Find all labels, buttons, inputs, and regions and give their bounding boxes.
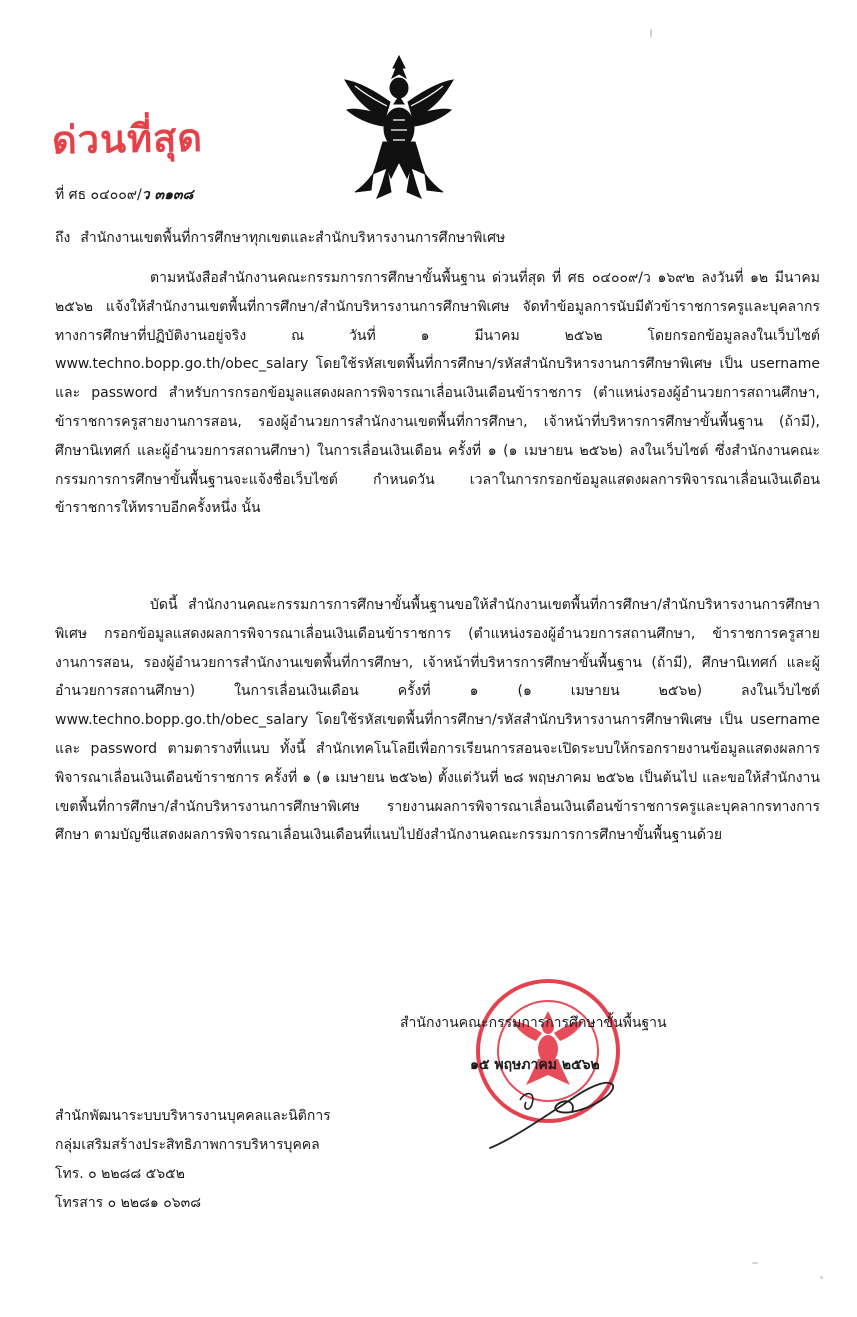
garuda-emblem-icon xyxy=(343,50,455,200)
recipient-line xyxy=(55,228,505,248)
issuing-organization: สำนักงานคณะกรรมการการศึกษาขั้นพื้นฐาน xyxy=(400,1015,667,1031)
paper-speck xyxy=(650,28,652,38)
contact-footer xyxy=(55,1102,331,1218)
reference-handwritten-number: ว ๓๑๓๘ xyxy=(141,187,194,203)
signature-block xyxy=(400,1012,760,1073)
footer-fax: โทรสาร ๐ ๒๒๘๑ ๐๖๓๘ xyxy=(55,1195,202,1211)
urgency-stamp: ด่วนที่สุด xyxy=(51,114,204,163)
paper-speck xyxy=(820,1276,823,1279)
footer-bureau: สำนักพัฒนาระบบบริหารงานบุคคลและนิติการ xyxy=(55,1108,331,1124)
handwritten-signature-icon xyxy=(480,1060,620,1155)
footer-group: กลุ่มเสริมสร้างประสิทธิภาพการบริหารบุคคล xyxy=(55,1137,320,1153)
recipient-label: ถึง xyxy=(55,230,71,246)
reference-number xyxy=(55,185,193,205)
recipient-text: สำนักงานเขตพื้นที่การศึกษาทุกเขตและสำนักบริหารงานการศึกษาพิเศษ xyxy=(80,230,506,246)
reference-prefix: ที่ ศธ ๐๔๐๐๙/ xyxy=(55,187,142,203)
paper-speck xyxy=(752,1262,758,1264)
body-paragraph-1: ตามหนังสือสำนักงานคณะกรรมการการศึกษาขั้นพื้นฐาน ด่วนที่สุด ที่ ศธ ๐๔๐๐๙/ว ๑๖๙๒ ลงวันที่ ๑๒ มีนาคม ๒๕๖๒ แจ้งให้สำนักงานเขตพื้นที่การศึกษา/สำนักบริหารงานการศึกษาพิเศษ จัดทำข้อมูลการนับมีตัวข้าราชการครูและบุคลากรทางการศึกษาที่ปฏิบัติงานอยู่จริง ณ วันที่ ๑ มีนาคม ๒๕๖๒ โดยกรอกข้อมูลลงในเว็บไซต์ www.techno.bopp.go.th/obec_salary โดยใช้รหัสเขตพื้นที่การศึกษา/รหัสสำนักบริหารงานการศึกษาพิเศษ เป็น username และ password สำหรับการกรอกข้อมูลแสดงผลการพิจารณาเลื่อนเงินเดือนข้าราชการ (ตำแหน่งรองผู้อำนวยการสถานศึกษา, ข้าราชการครูสายงานการสอน, รองผู้อำนวยการสำนักงานเขตพื้นที่การศึกษา, เจ้าหน้าที่บริหารการศึกษาขั้นพื้นฐาน (ถ้ามี), ศึกษานิเทศก์ และผู้อำนวยการสถานศึกษา) ในการเลื่อนเงินเดือน ครั้งที่ ๑ (๑ เมษายน ๒๕๖๒) ลงในเว็บไซต์ ซึ่งสำนักงานคณะกรรมการการศึกษาขั้นพื้นฐานจะแจ้งชื่อเว็บไซต์ กำหนดวัน เวลาในการกรอกข้อมูลแสดงผลการพิจารณาเลื่อนเงินเดือนข้าราชการให้ทราบอีกครั้งหนึ่ง นั้น xyxy=(55,270,820,517)
issue-date: ๑๕ พฤษภาคม ๒๕๖๒ xyxy=(470,1057,600,1073)
footer-phone: โทร. ๐ ๒๒๘๘ ๕๖๕๒ xyxy=(55,1166,185,1182)
body-paragraph-2: บัดนี้ สำนักงานคณะกรรมการการศึกษาขั้นพื้นฐานขอให้สำนักงานเขตพื้นที่การศึกษา/สำนักบริหารงานการศึกษาพิเศษ กรอกข้อมูลแสดงผลการพิจารณาเลื่อนเงินเดือนข้าราชการ (ตำแหน่งรองผู้อำนวยการสถานศึกษา, ข้าราชการครูสายงานการสอน, รองผู้อำนวยการสำนักงานเขตพื้นที่การศึกษา, เจ้าหน้าที่บริหารการศึกษาขั้นพื้นฐาน (ถ้ามี), ศึกษานิเทศก์ และผู้อำนวยการสถานศึกษา) ในการเลื่อนเงินเดือน ครั้งที่ ๑ (๑ เมษายน ๒๕๖๒) ลงในเว็บไซต์ www.techno.bopp.go.th/obec_salary โดยใช้รหัสเขตพื้นที่การศึกษา/รหัสสำนักบริหารงานการศึกษาพิเศษ เป็น username และ password ตามตารางที่แนบ ทั้งนี้ สำนักเทคโนโลยีเพื่อการเรียนการสอนจะเปิดระบบให้กรอกรายงานข้อมูลแสดงผลการพิจารณาเลื่อนเงินเดือนข้าราชการ ครั้งที่ ๑ (๑ เมษายน ๒๕๖๒) ตั้งแต่วันที่ ๒๘ พฤษภาคม ๒๕๖๒ เป็นต้นไป และขอให้สำนักงานเขตพื้นที่การศึกษา/สำนักบริหารงานการศึกษาพิเศษ รายงานผลการพิจารณาเลื่อนเงินเดือนข้าราชการครูและบุคลากรทางการศึกษา ตามบัญชีแสดงผลการพิจารณาเลื่อนเงินเดือนที่แนบไปยังสำนักงานคณะกรรมการการศึกษาขั้นพื้นฐานด้วย xyxy=(55,597,820,844)
